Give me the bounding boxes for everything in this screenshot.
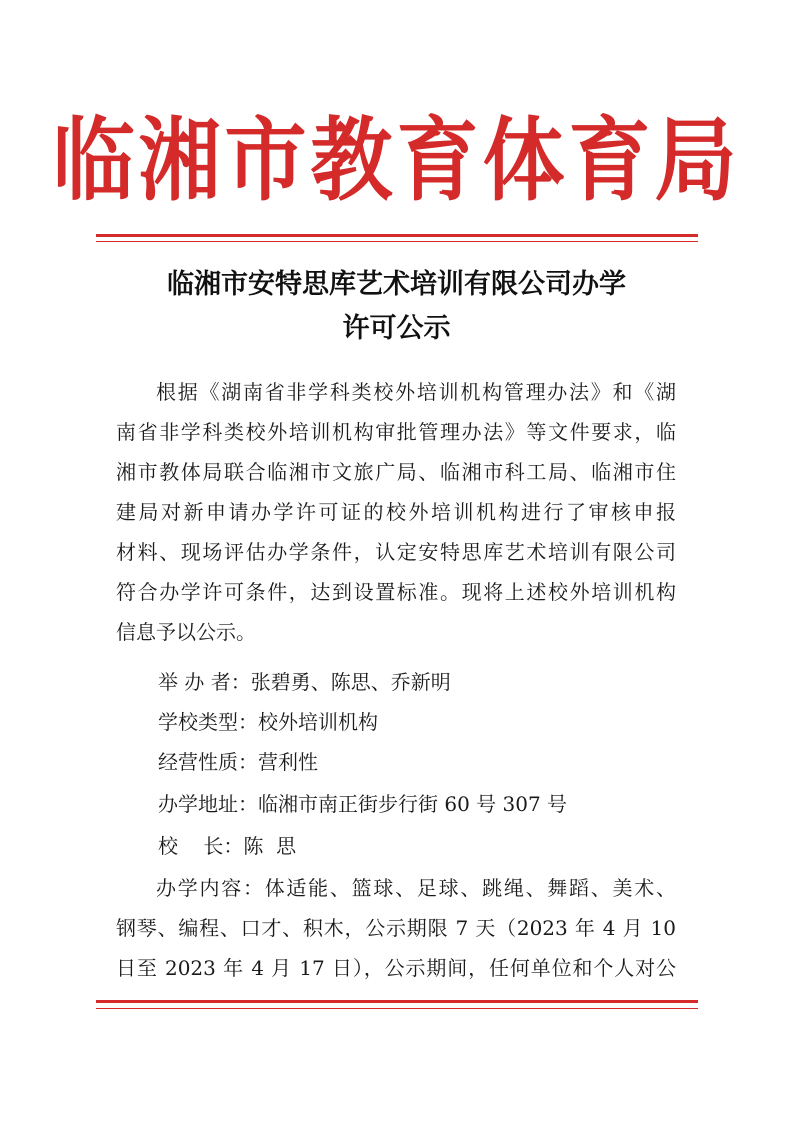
- nature-item: 经营性质：营利性: [158, 750, 318, 774]
- content-paragraph: [116, 868, 676, 988]
- intro-line: 南省非学科类校外培训机构审批管理办法》等文件要求，临: [116, 420, 676, 444]
- issuer-header: 临湘市教育体育局: [52, 109, 741, 214]
- content-line: 办学内容：体适能、篮球、足球、跳绳、舞蹈、美术、: [156, 876, 676, 900]
- document-title-line1: 临湘市安特思库艺术培训有限公司办学: [167, 269, 626, 300]
- intro-line: 建局对新申请办学许可证的校外培训机构进行了审核申报: [116, 500, 676, 524]
- footer-rule-thin: [96, 1008, 698, 1009]
- intro-line: 信息予以公示。: [116, 620, 256, 644]
- intro-paragraph: [116, 372, 676, 652]
- intro-line: 根据《湖南省非学科类校外培训机构管理办法》和《湖: [156, 380, 676, 404]
- intro-line: 湘市教体局联合临湘市文旅广局、临湘市科工局、临湘市住: [116, 460, 676, 484]
- principal-item: 校 长：陈 思: [158, 834, 297, 858]
- school-type-item: 学校类型：校外培训机构: [158, 710, 378, 734]
- footer-rule-thick: [96, 1000, 698, 1003]
- content-line: 钢琴、编程、口才、积木，公示期限 7 天（2023 年 4 月 10: [116, 916, 676, 940]
- intro-line: 材料、现场评估办学条件，认定安特思库艺术培训有限公司: [116, 540, 676, 564]
- header-rule-thin: [96, 241, 698, 242]
- document-title-line2: 许可公示: [342, 313, 451, 344]
- header-rule-thick: [96, 234, 698, 237]
- address-item: 办学地址：临湘市南正街步行街 60 号 307 号: [158, 792, 568, 816]
- intro-line: 符合办学许可条件，达到设置标准。现将上述校外培训机构: [116, 580, 676, 604]
- content-line: 日至 2023 年 4 月 17 日），公示期间，任何单位和个人对公: [116, 956, 676, 980]
- organizer-item: 举 办 者：张碧勇、陈思、乔新明: [158, 670, 451, 694]
